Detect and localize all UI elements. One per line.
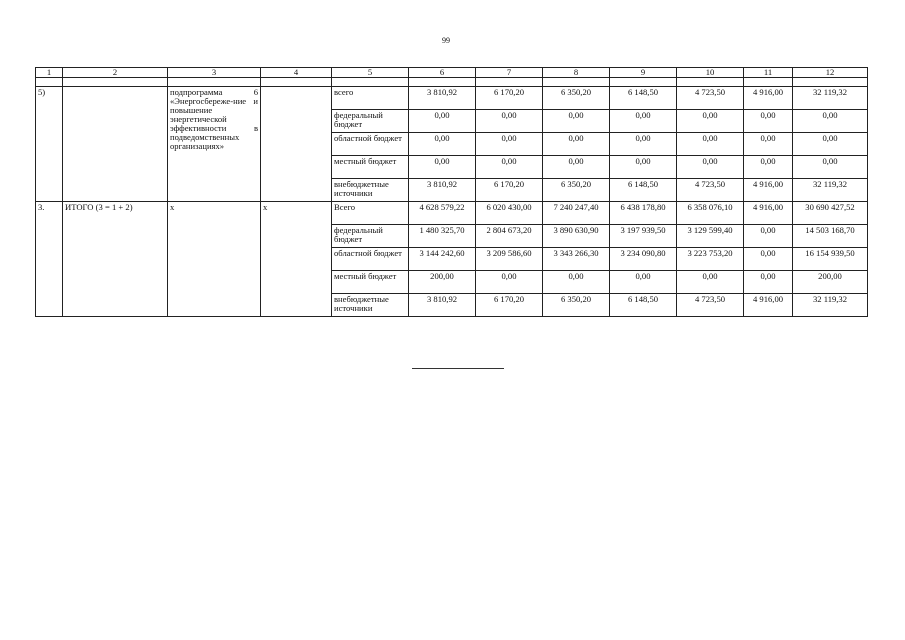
page-number: 99	[442, 36, 450, 45]
amount-cell: 0,00	[543, 271, 610, 294]
amount-cell: 0,00	[543, 110, 610, 133]
amount-cell: 0,00	[793, 156, 868, 179]
amount-cell: 6 350,20	[543, 294, 610, 317]
amount-cell: 3 129 599,40	[677, 225, 744, 248]
amount-cell: 200,00	[793, 271, 868, 294]
amount-cell: 4 916,00	[744, 202, 793, 225]
amount-cell: 0,00	[476, 271, 543, 294]
amount-cell: 4 916,00	[744, 87, 793, 110]
amount-cell: 6 148,50	[610, 294, 677, 317]
table-row	[36, 87, 868, 110]
item-title: ИТОГО (3 = 1 + 2)	[63, 202, 168, 317]
subprogram-name: х	[168, 202, 261, 317]
item-number: 3.	[36, 202, 63, 317]
amount-cell: 2 804 673,20	[476, 225, 543, 248]
amount-cell: 0,00	[677, 271, 744, 294]
amount-cell: 0,00	[409, 156, 476, 179]
amount-cell: 14 503 168,70	[793, 225, 868, 248]
amount-cell: 0,00	[610, 271, 677, 294]
subprogram-block	[36, 87, 868, 202]
amount-cell: 3 197 939,50	[610, 225, 677, 248]
amount-cell: 0,00	[744, 133, 793, 156]
header-cell: 6	[409, 68, 476, 78]
header-row	[36, 68, 868, 78]
amount-cell: 0,00	[610, 110, 677, 133]
funding-source-label: внебюджетные источники	[332, 294, 409, 317]
item-title	[63, 87, 168, 202]
amount-cell: 200,00	[409, 271, 476, 294]
amount-cell: 0,00	[793, 110, 868, 133]
amount-cell: 3 890 630,90	[543, 225, 610, 248]
amount-cell: 4 723,50	[677, 179, 744, 202]
funding-source-label: федеральный бюджет	[332, 225, 409, 248]
amount-cell: 3 810,92	[409, 87, 476, 110]
funding-source-label: всего	[332, 87, 409, 110]
table-row	[36, 202, 868, 225]
budget-table	[35, 67, 868, 317]
amount-cell: 4 916,00	[744, 294, 793, 317]
header-cell: 11	[744, 68, 793, 78]
funding-source-label: Всего	[332, 202, 409, 225]
amount-cell: 0,00	[476, 133, 543, 156]
amount-cell: 0,00	[409, 133, 476, 156]
header-cell: 8	[543, 68, 610, 78]
amount-cell: 32 119,32	[793, 294, 868, 317]
amount-cell: 4 723,50	[677, 87, 744, 110]
amount-cell: 4 628 579,22	[409, 202, 476, 225]
amount-cell: 3 810,92	[409, 294, 476, 317]
amount-cell: 30 690 427,52	[793, 202, 868, 225]
amount-cell: 3 810,92	[409, 179, 476, 202]
amount-cell: 0,00	[610, 156, 677, 179]
amount-cell: 4 916,00	[744, 179, 793, 202]
header-cell: 9	[610, 68, 677, 78]
amount-cell: 0,00	[744, 271, 793, 294]
header-cell: 3	[168, 68, 261, 78]
amount-cell: 6 170,20	[476, 87, 543, 110]
header-cell: 7	[476, 68, 543, 78]
closing-divider	[412, 368, 504, 369]
amount-cell: 32 119,32	[793, 179, 868, 202]
amount-cell: 6 148,50	[610, 179, 677, 202]
amount-cell: 6 438 178,80	[610, 202, 677, 225]
amount-cell: 6 350,20	[543, 179, 610, 202]
executor-cell: х	[261, 202, 332, 317]
subprogram-name: подпрограмма 6 «Энергосбереже-ние и повышение энергетической эффективности в подведомственных организациях»	[168, 87, 261, 202]
header-cell: 12	[793, 68, 868, 78]
funding-source-label: областной бюджет	[332, 248, 409, 271]
amount-cell: 6 170,20	[476, 179, 543, 202]
amount-cell: 3 223 753,20	[677, 248, 744, 271]
header-cell: 5	[332, 68, 409, 78]
amount-cell: 6 350,20	[543, 87, 610, 110]
amount-cell: 0,00	[543, 133, 610, 156]
amount-cell: 1 480 325,70	[409, 225, 476, 248]
amount-cell: 6 170,20	[476, 294, 543, 317]
funding-source-label: местный бюджет	[332, 156, 409, 179]
amount-cell: 6 148,50	[610, 87, 677, 110]
amount-cell: 0,00	[677, 156, 744, 179]
amount-cell: 0,00	[610, 133, 677, 156]
amount-cell: 0,00	[744, 248, 793, 271]
amount-cell: 32 119,32	[793, 87, 868, 110]
amount-cell: 6 358 076,10	[677, 202, 744, 225]
amount-cell: 0,00	[476, 110, 543, 133]
amount-cell: 0,00	[409, 110, 476, 133]
item-number: 5)	[36, 87, 63, 202]
amount-cell: 0,00	[677, 110, 744, 133]
amount-cell: 0,00	[744, 156, 793, 179]
amount-cell: 3 209 586,60	[476, 248, 543, 271]
header-cell: 10	[677, 68, 744, 78]
amount-cell: 0,00	[677, 133, 744, 156]
amount-cell: 0,00	[744, 110, 793, 133]
amount-cell: 6 020 430,00	[476, 202, 543, 225]
amount-cell: 4 723,50	[677, 294, 744, 317]
amount-cell: 0,00	[793, 133, 868, 156]
amount-cell: 3 144 242,60	[409, 248, 476, 271]
funding-source-label: областной бюджет	[332, 133, 409, 156]
amount-cell: 0,00	[543, 156, 610, 179]
header-cell: 2	[63, 68, 168, 78]
amount-cell: 16 154 939,50	[793, 248, 868, 271]
header-cell: 4	[261, 68, 332, 78]
executor-cell	[261, 87, 332, 202]
amount-cell: 0,00	[744, 225, 793, 248]
funding-source-label: внебюджетные источники	[332, 179, 409, 202]
amount-cell: 7 240 247,40	[543, 202, 610, 225]
amount-cell: 0,00	[476, 156, 543, 179]
spacer-row	[36, 78, 868, 87]
header-cell: 1	[36, 68, 63, 78]
amount-cell: 3 234 090,80	[610, 248, 677, 271]
funding-source-label: местный бюджет	[332, 271, 409, 294]
amount-cell: 3 343 266,30	[543, 248, 610, 271]
total-block	[36, 202, 868, 317]
funding-source-label: федеральный бюджет	[332, 110, 409, 133]
